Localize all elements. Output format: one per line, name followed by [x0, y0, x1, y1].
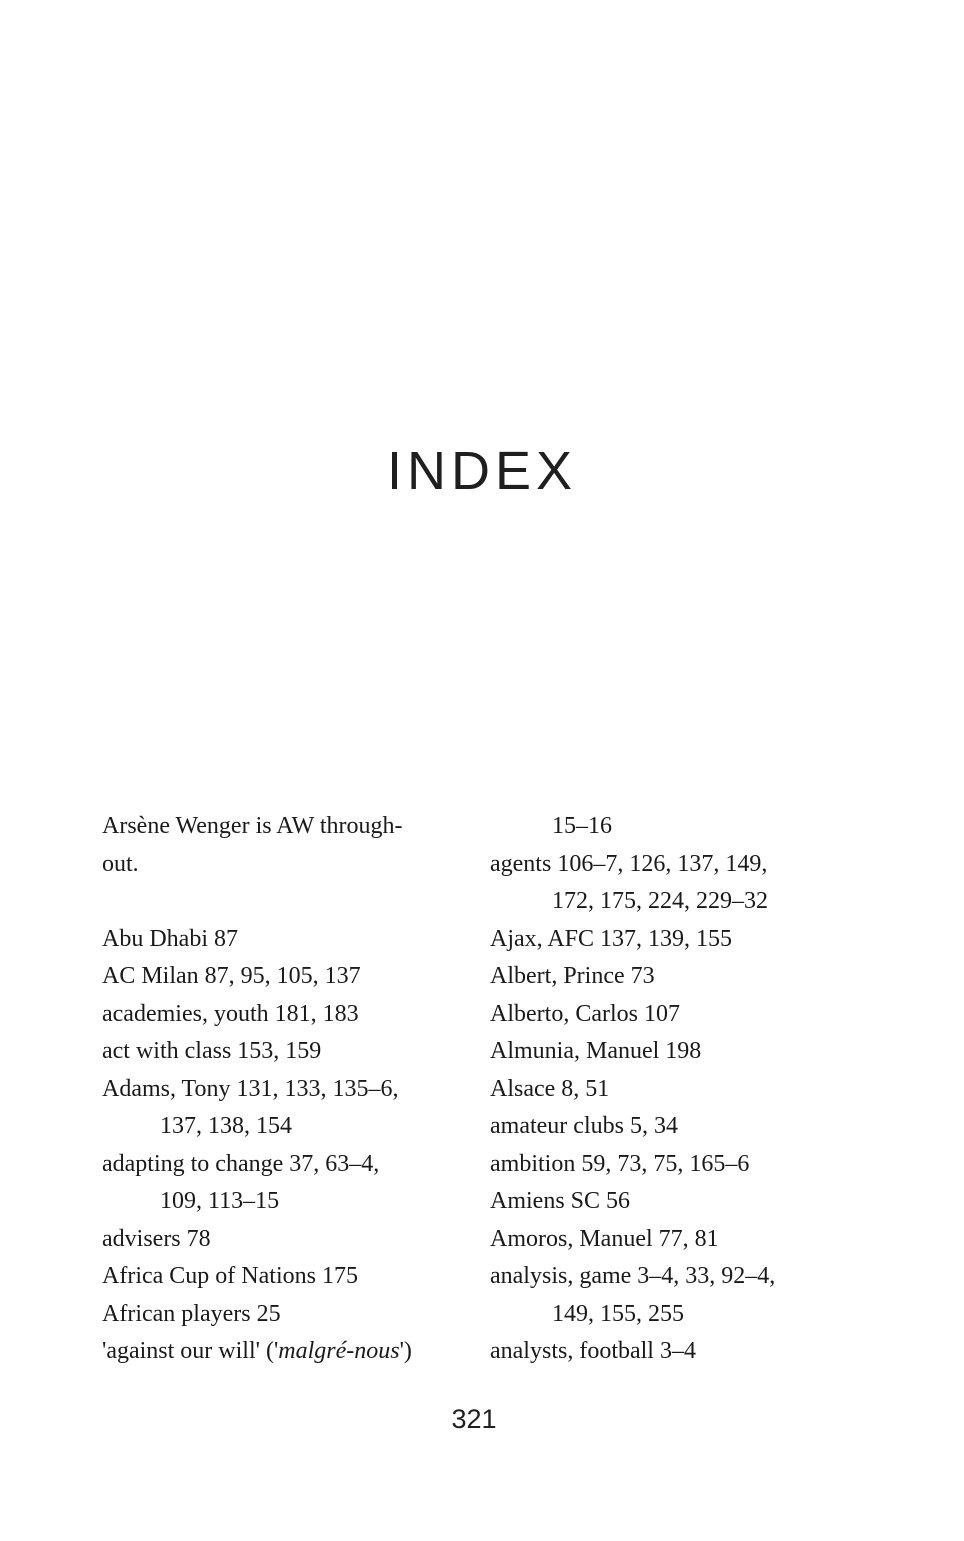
index-entry-text: ')	[399, 1338, 412, 1364]
index-note-line: Arsène Wenger is AW through-	[102, 813, 403, 839]
index-entry: Alsace 8, 51	[490, 1075, 610, 1102]
index-entry: analysis, game 3–4, 33, 92–4,	[490, 1263, 776, 1289]
index-entry: amateur clubs 5, 34	[490, 1113, 678, 1139]
index-entry-italic: malgré-nous	[278, 1338, 400, 1364]
index-entry: adapting to change 37, 63–4,	[102, 1150, 380, 1177]
index-entry: Abu Dhabi 87	[102, 925, 238, 952]
index-entry: Africa Cup of Nations 175	[102, 1263, 358, 1289]
index-entry: AC Milan 87, 95, 105, 137	[102, 963, 361, 989]
index-entry: ambition 59, 73, 75, 165–6	[490, 1150, 750, 1177]
index-entry: analysts, football 3–4	[490, 1338, 696, 1364]
index-entry: African players 25	[102, 1300, 281, 1327]
index-entry-text: 'against our will' ('	[102, 1338, 279, 1364]
index-entry: Amiens SC 56	[490, 1188, 631, 1214]
index-entry	[102, 1333, 462, 1371]
index-entry-continuation: 109, 113–15	[160, 1188, 280, 1214]
index-entry-continuation: 149, 155, 255	[552, 1300, 684, 1327]
index-entry: Albert, Prince 73	[490, 963, 655, 989]
index-entry: Adams, Tony 131, 133, 135–6,	[102, 1075, 399, 1102]
index-entry-continuation: 172, 175, 224, 229–32	[552, 888, 768, 914]
index-entry-continuation: 137, 138, 154	[160, 1113, 292, 1139]
index-entry: agents 106–7, 126, 137, 149,	[490, 850, 768, 877]
index-column-right	[490, 808, 830, 1371]
index-note-line: out.	[102, 850, 139, 877]
index-spacer	[102, 883, 462, 921]
index-entry: act with class 153, 159	[102, 1038, 322, 1064]
index-column-left	[102, 808, 462, 1371]
index-entry-continuation: 15–16	[552, 813, 612, 839]
index-entry: advisers 78	[102, 1225, 211, 1252]
index-heading: INDEX	[386, 441, 578, 501]
page-number: 321	[451, 1404, 497, 1434]
index-entry: Ajax, AFC 137, 139, 155	[490, 925, 733, 952]
index-entry: Almunia, Manuel 198	[490, 1038, 702, 1064]
index-entry: Alberto, Carlos 107	[490, 1000, 680, 1027]
index-entry: Amoros, Manuel 77, 81	[490, 1225, 719, 1252]
index-entry: academies, youth 181, 183	[102, 1000, 359, 1027]
